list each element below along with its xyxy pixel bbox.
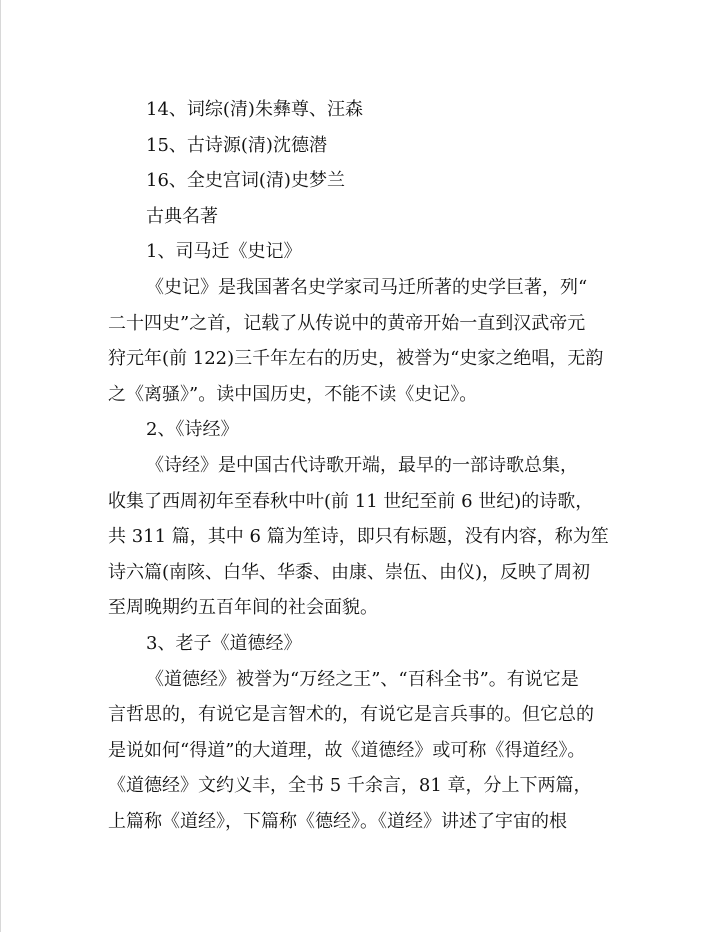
paragraph-line: 《诗经》是中国古代诗歌开端，最早的一部诗歌总集，: [146, 454, 578, 476]
item-heading-daodejing: 3、老子《道德经》: [146, 632, 302, 654]
paragraph-line: 《道德经》文约义丰，全书 5 千余言，81 章，分上下两篇，: [108, 775, 592, 797]
document-body: [108, 92, 614, 839]
list-item-ci-zong: 14、词综(清)朱彝尊、汪森: [146, 99, 363, 120]
section-heading: 古典名著: [146, 205, 218, 227]
paragraph-line: 《史记》是我国著名史学家司马迁所著的史学巨著，列“: [146, 276, 588, 298]
paragraph-line: 狩元年(前 122)三千年左右的历史，被誉为“史家之绝唱，无韵: [108, 348, 604, 370]
paragraph-line: 收集了西周初年至春秋中叶(前 11 世纪至前 6 世纪)的诗歌，: [108, 490, 594, 512]
page-edge: [0, 0, 1, 932]
paragraph-line: 共 311 篇，其中 6 篇为笙诗，即只有标题，没有内容，称为笙: [108, 526, 609, 548]
paragraph-line: 《道德经》被誉为“万经之王”、“百科全书”。有说它是: [146, 668, 579, 690]
paragraph-line: 诗六篇(南陔、白华、华黍、由康、崇伍、由仪)，反映了周初: [108, 561, 591, 583]
paragraph-line: 言哲思的，有说它是言智术的，有说它是言兵事的。但它总的: [108, 704, 594, 726]
paragraph-line: 至周晚期约五百年间的社会面貌。: [108, 597, 378, 619]
item-heading-shiji: 1、司马迁《史记》: [146, 241, 302, 263]
paragraph-line: 是说如何“得道”的大道理，故《道德经》或可称《得道经》。: [108, 739, 586, 761]
paragraph-line: 二十四史”之首，记载了从传说中的黄帝开始一直到汉武帝元: [108, 312, 586, 334]
list-item-quan-shi-gong-ci: 16、全史宫词(清)史梦兰: [146, 170, 345, 192]
list-item-gu-shi-yuan: 15、古诗源(清)沈德潜: [146, 134, 327, 156]
paragraph-line: 上篇称《道经》，下篇称《德经》。《道经》讲述了宇宙的根: [108, 810, 567, 832]
paragraph-line: 之《离骚》”。读中国历史，不能不读《史记》。: [108, 383, 478, 405]
item-heading-shijing: 2、《诗经》: [146, 419, 239, 441]
